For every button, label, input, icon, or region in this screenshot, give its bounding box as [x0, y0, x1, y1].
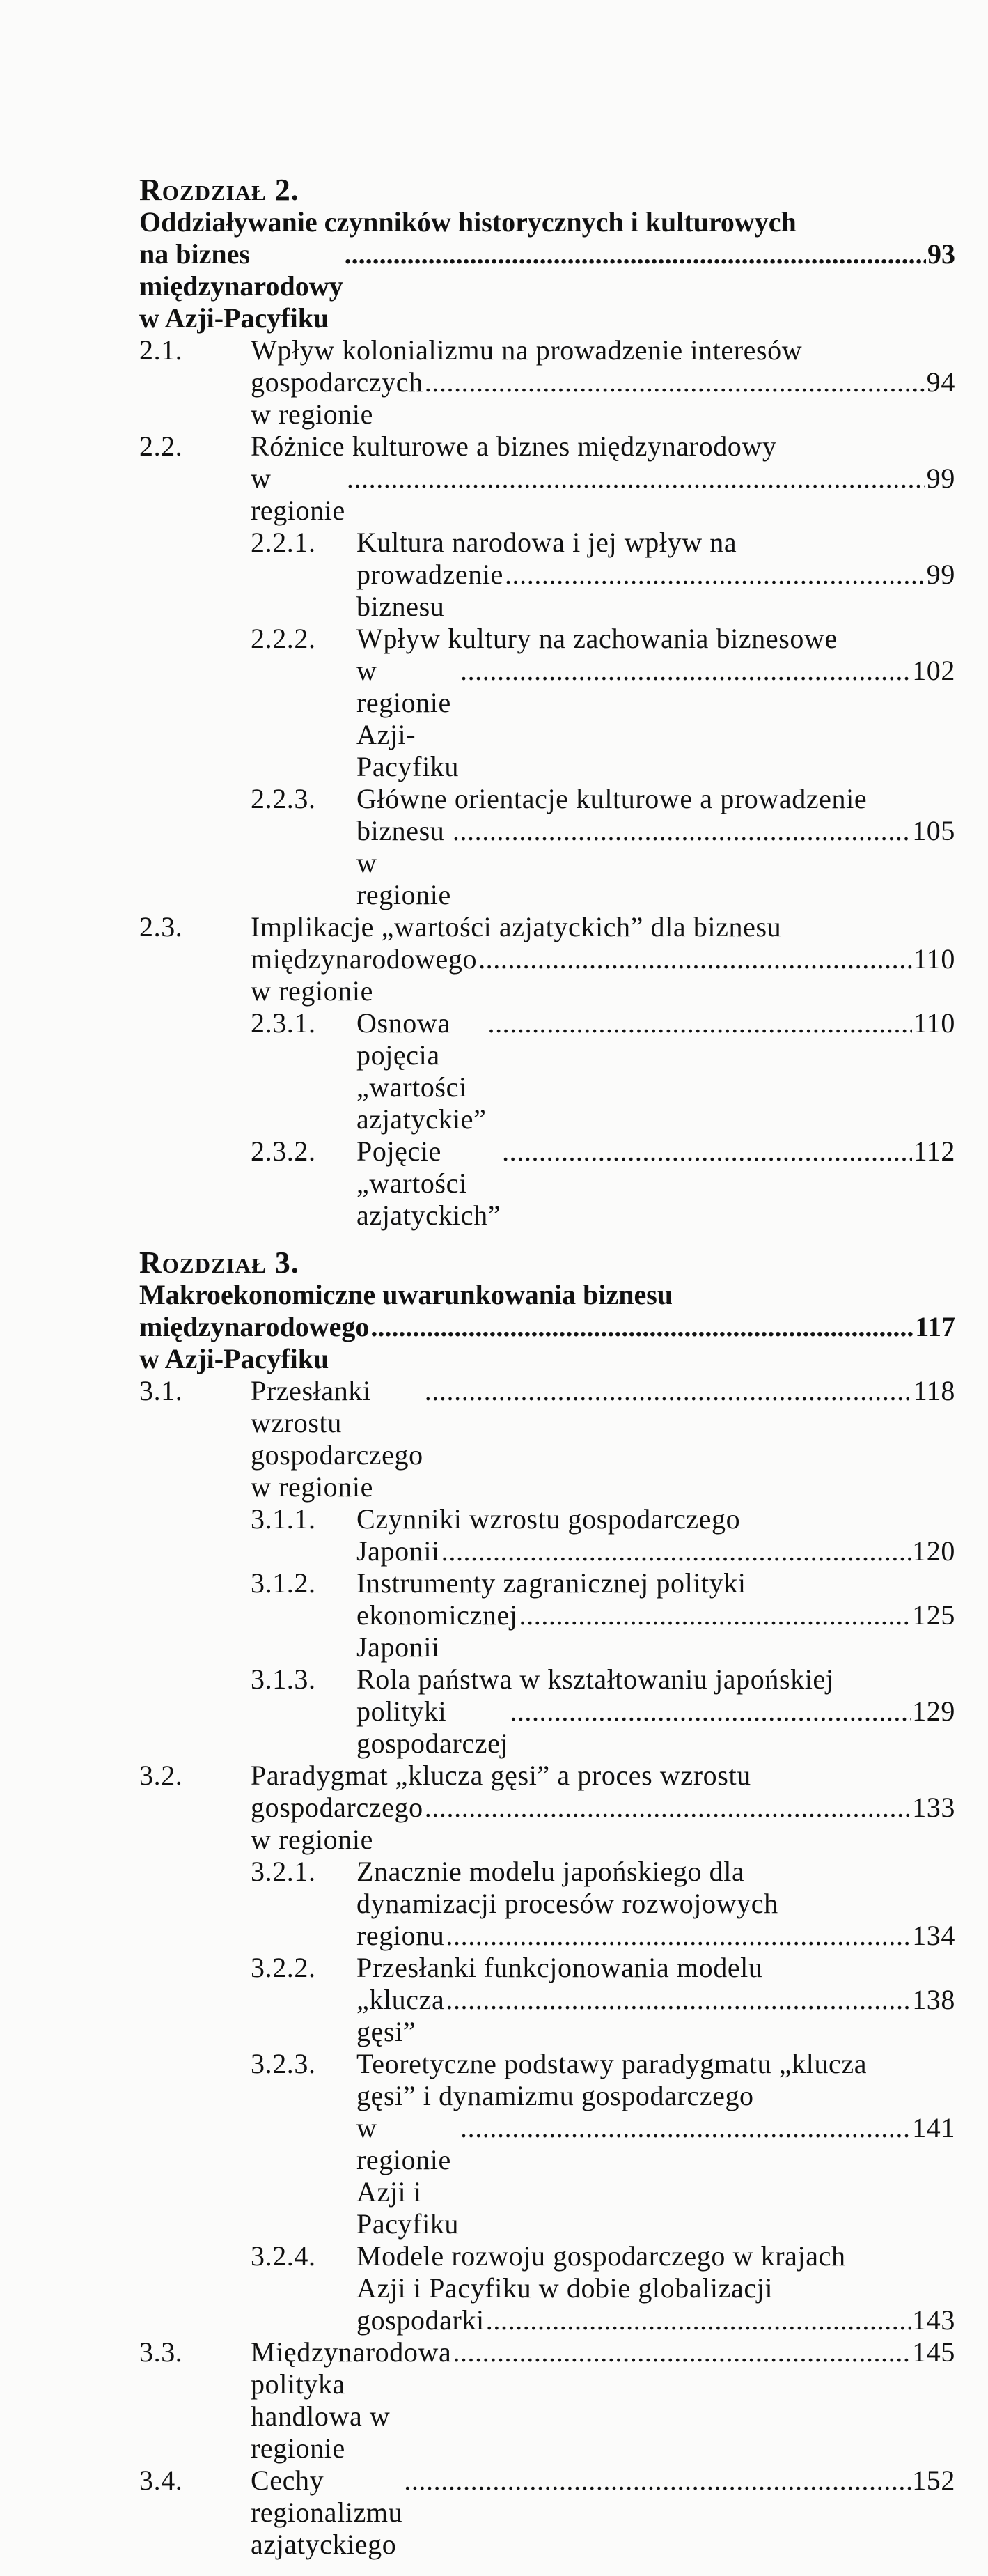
dot-leader [460, 655, 911, 687]
dot-leader [505, 559, 925, 591]
dot-leader [453, 2336, 911, 2368]
entry-text: polityki gospodarczej [356, 1696, 509, 1759]
entry-text: ekonomicznej Japonii [356, 1599, 518, 1663]
entry-text: prowadzenie biznesu [356, 559, 503, 622]
section-number: 3.1.1. [251, 1503, 316, 1535]
dot-leader [404, 2465, 911, 2497]
section-number: 2.3.1. [251, 1007, 316, 1039]
dot-leader [425, 1792, 911, 1824]
chapter-title-last-line [139, 1311, 955, 1375]
toc-entry[interactable] [139, 1375, 955, 1503]
table-of-contents [139, 174, 955, 2576]
page-number: 99 [926, 559, 955, 590]
section-number: 3.2.1. [251, 1856, 316, 1887]
section-number: 3.4. [139, 2465, 183, 2496]
entry-text: Główne orientacje kulturowe a prowadzenie [356, 783, 868, 814]
entry-text: Czynniki wzrostu gospodarczego [356, 1503, 741, 1535]
dot-leader [519, 1599, 911, 1631]
entry-text: Instrumenty zagranicznej polityki [356, 1567, 746, 1599]
page-number: 143 [912, 2304, 955, 2336]
toc-entry[interactable] [139, 1007, 955, 1135]
page-number: 105 [912, 815, 955, 846]
entry-text: Pojęcie „wartości azjatyckich” [356, 1135, 501, 1231]
page-number: 120 [912, 1535, 955, 1567]
dot-leader [453, 815, 911, 847]
chapter-title-last-line [139, 238, 955, 334]
toc-entry[interactable] [139, 527, 955, 623]
page-number: 129 [912, 1696, 955, 1727]
entry-text: Różnice kulturowe a biznes międzynarodowy [251, 430, 777, 462]
toc-entry[interactable] [139, 2048, 955, 2240]
page-number: 110 [913, 1007, 955, 1039]
section-number: 3.1. [139, 1375, 183, 1406]
toc-entry[interactable] [139, 1567, 955, 1663]
toc-entry[interactable] [139, 1856, 955, 1952]
page-number: 99 [926, 463, 955, 494]
entry-text: Znacznie modelu japońskiego dla [356, 1856, 745, 1887]
section-number: 2.2.1. [251, 527, 316, 558]
entry-text: „klucza gęsi” [356, 1984, 445, 2047]
page-number: 110 [913, 943, 955, 975]
section-number: 2.3. [139, 911, 183, 942]
dot-leader [446, 1920, 911, 1952]
dot-leader [370, 1311, 913, 1343]
entry-text: Międzynarodowa polityka handlowa w regionie [251, 2336, 452, 2464]
dot-leader [478, 943, 912, 975]
entry-text: Przesłanki wzrostu gospodarczego w regionie [251, 1375, 423, 1503]
entry-text: Teoretyczne podstawy paradygmatu „klucza [356, 2048, 868, 2079]
toc-entry[interactable] [139, 2336, 955, 2465]
dot-leader [487, 1007, 911, 1039]
entry-text: gospodarczego w regionie [251, 1792, 423, 1855]
page-number: 145 [912, 2336, 955, 2368]
dot-leader [502, 1135, 912, 1167]
entry-text: Paradygmat „klucza gęsi” a proces wzrostu [251, 1760, 751, 1791]
entry-text: gęsi” i dynamizmu gospodarczego [356, 2080, 754, 2111]
dot-leader [510, 1696, 911, 1728]
entry-text: Osnowa pojęcia „wartości azjatyckie” [356, 1007, 487, 1135]
toc-entry[interactable] [139, 430, 955, 527]
entry-text: gospodarczych w regionie [251, 366, 423, 430]
toc-entry[interactable] [139, 911, 955, 1007]
toc-entry[interactable] [139, 334, 955, 430]
chapter-title-line: Makroekonomiczne uwarunkowania biznesu [139, 1279, 673, 1310]
entry-text: gospodarki [356, 2304, 485, 2336]
section-number: 3.2.3. [251, 2048, 316, 2079]
section-number: 3.3. [139, 2336, 183, 2368]
page-number: 102 [912, 655, 955, 686]
section-number: 2.1. [139, 334, 183, 366]
entry-text: w regionie Azji-Pacyfiku [356, 655, 459, 782]
entry-text: Cechy regionalizmu azjatyckiego [251, 2465, 403, 2560]
toc-entry[interactable] [139, 1952, 955, 2048]
page-number: 138 [912, 1984, 955, 2015]
toc-entry[interactable] [139, 2240, 955, 2336]
chapter-label: Rozdział 3. [139, 1246, 299, 1280]
entry-text: Kultura narodowa i jej wpływ na [356, 527, 737, 558]
entry-text: Japonii [356, 1535, 440, 1567]
section-number: 3.1.3. [251, 1663, 316, 1695]
toc-entry[interactable] [139, 1760, 955, 1856]
page-number: 117 [915, 1311, 955, 1342]
toc-entry[interactable] [139, 1663, 955, 1760]
entry-text: Wpływ kolonializmu na prowadzenie interesów [251, 334, 803, 366]
toc-entry[interactable] [139, 2465, 955, 2561]
chapter-title-line: Oddziaływanie czynników historycznych i kulturowych [139, 206, 797, 238]
dot-leader [486, 2304, 911, 2336]
section-number: 3.2. [139, 1760, 183, 1791]
chapter-3 [139, 1247, 955, 2561]
entry-text: w regionie Azji i Pacyfiku [356, 2112, 459, 2240]
section-number: 2.2.2. [251, 623, 316, 654]
section-number: 2.2.3. [251, 783, 316, 814]
page-number: 93 [927, 238, 955, 270]
page-number: 125 [912, 1599, 955, 1631]
page-number: 141 [912, 2112, 955, 2143]
entry-text: Modele rozwoju gospodarczego w krajach [356, 2240, 846, 2272]
chapter-2 [139, 174, 955, 1232]
entry-text: Wpływ kultury na zachowania biznesowe [356, 623, 838, 654]
dot-leader [425, 1375, 912, 1407]
toc-entry[interactable] [139, 1503, 955, 1567]
page-number: 133 [912, 1792, 955, 1823]
toc-entry[interactable] [139, 783, 955, 911]
toc-entry[interactable] [139, 1135, 955, 1232]
section-number: 3.2.2. [251, 1952, 316, 1983]
dot-leader [446, 1984, 911, 2016]
entry-text: dynamizacji procesów rozwojowych [356, 1888, 778, 1919]
section-number: 2.2. [139, 430, 183, 462]
entry-text: biznesu w regionie [356, 815, 451, 910]
page-number: 134 [912, 1920, 955, 1951]
dot-leader [441, 1535, 911, 1567]
page-number: 118 [913, 1375, 955, 1406]
entry-text: Rola państwa w kształtowaniu japońskiej [356, 1663, 834, 1695]
entry-text: regionu [356, 1920, 445, 1951]
entry-text: Implikacje „wartości azjatyckich” dla biznesu [251, 911, 782, 942]
page-number: 94 [926, 366, 955, 398]
entry-text: Przesłanki funkcjonowania modelu [356, 1952, 763, 1983]
dot-leader [460, 2112, 911, 2144]
toc-entry[interactable] [139, 623, 955, 783]
entry-text: w regionie [251, 463, 345, 526]
section-number: 2.3.2. [251, 1135, 316, 1167]
page-number: 112 [913, 1135, 955, 1167]
section-number: 3.1.2. [251, 1567, 316, 1599]
chapter-label: Rozdział 2. [139, 173, 299, 207]
section-number: 3.2.4. [251, 2240, 316, 2272]
chapter-title-text: międzynarodowego w Azji-Pacyfiku [139, 1311, 370, 1374]
entry-text: międzynarodowego w regionie [251, 943, 478, 1007]
dot-leader [347, 463, 925, 495]
chapter-title-text: na biznes międzynarodowy w Azji-Pacyfiku [139, 238, 343, 334]
dot-leader [345, 238, 926, 270]
dot-leader [425, 366, 925, 398]
entry-text: Azji i Pacyfiku w dobie globalizacji [356, 2272, 774, 2304]
page-number: 152 [912, 2465, 955, 2496]
